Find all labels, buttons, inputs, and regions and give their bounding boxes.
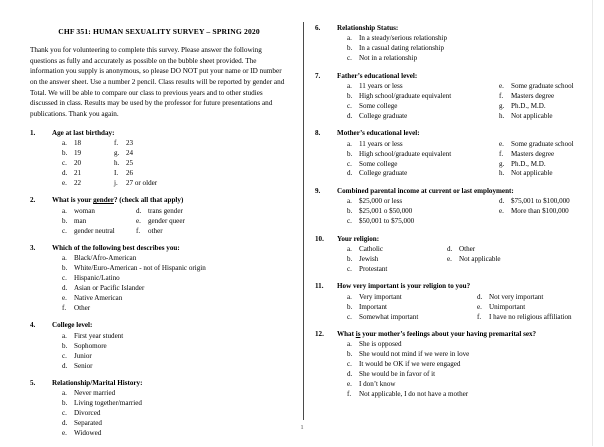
question-body (337, 72, 593, 122)
question-number: 4. (30, 321, 36, 330)
option-label: $25,001 o $50,000 (359, 207, 413, 216)
option-label: 24 (126, 149, 134, 158)
option-label: College graduate (359, 111, 408, 120)
question-body (52, 129, 288, 189)
option-letter: d. (347, 111, 353, 120)
option-letter: g. (114, 149, 120, 158)
question-body (337, 129, 593, 179)
question-text: Combined parental income at current or last employment: (337, 186, 514, 195)
option-label: Not applicable, I do not have a mother (359, 390, 469, 398)
option-item[interactable] (347, 92, 499, 102)
option-list (337, 34, 593, 64)
option-label: Junior (74, 351, 92, 360)
option-label: Divorced (74, 409, 101, 418)
question-text: Mother’s educational level: (337, 129, 420, 138)
option-item[interactable] (447, 255, 593, 265)
option-item[interactable] (62, 159, 114, 169)
option-label: 18 (74, 139, 82, 148)
option-item[interactable] (499, 92, 593, 102)
option-letter: e. (62, 294, 67, 303)
option-item[interactable] (136, 227, 288, 237)
option-letter: b. (347, 254, 353, 263)
option-item[interactable] (62, 139, 114, 149)
option-letter: b. (347, 44, 353, 53)
option-label: Ph.D., M.D. (511, 159, 546, 168)
option-label: Sophomore (74, 341, 107, 350)
option-item[interactable] (52, 264, 288, 274)
option-letter: d. (62, 419, 68, 428)
question-text: Father’s educational level: (337, 71, 418, 80)
option-letter (447, 265, 459, 275)
option-item[interactable] (477, 303, 593, 313)
option-item[interactable] (499, 150, 593, 160)
option-list (337, 245, 593, 275)
option-letter: c. (347, 264, 352, 273)
option-label: In a steady/serious relationship (359, 34, 448, 43)
question-block (30, 244, 288, 314)
question-text: Which of the following best describes you: (52, 243, 180, 252)
option-item[interactable] (52, 389, 288, 399)
option-label: I don’t know (359, 380, 396, 389)
option-letter: d. (62, 168, 68, 177)
option-letter: f. (114, 139, 119, 148)
question-block (315, 187, 593, 227)
option-item[interactable] (114, 139, 288, 149)
option-letter (499, 217, 511, 227)
option-list (337, 197, 593, 227)
question-block (30, 321, 288, 371)
option-item[interactable] (114, 169, 288, 179)
question-number: 10. (315, 234, 324, 243)
question-text-part: your mother’s feelings about your having premarital sex? (360, 329, 537, 338)
page-title: CHF 351: HUMAN SEXUALITY SURVEY – SPRING 2020 (58, 27, 260, 36)
option-letter: c. (347, 101, 352, 110)
option-item[interactable] (347, 255, 447, 265)
option-item[interactable] (62, 169, 114, 179)
option-label: Not applicable (511, 169, 553, 178)
option-item[interactable] (347, 82, 499, 92)
option-item[interactable] (347, 217, 499, 227)
option-label: She is opposed (359, 340, 402, 349)
option-letter: c. (62, 274, 67, 283)
question-block (315, 235, 593, 275)
option-label: Black/Afro-American (74, 254, 137, 263)
question-block (30, 196, 288, 236)
option-letter: a. (347, 34, 352, 43)
question-body (52, 196, 288, 236)
question-block (30, 129, 288, 189)
option-label: 19 (74, 149, 82, 158)
option-item[interactable] (347, 265, 447, 275)
right-column (305, 24, 597, 407)
option-letter: a. (62, 206, 67, 215)
option-letter: c. (347, 159, 352, 168)
option-label: Some college (359, 159, 398, 168)
option-letter: b. (62, 341, 68, 350)
option-label: 22 (74, 178, 82, 187)
option-label (459, 265, 593, 275)
option-label: White/Euro-American - not of Hispanic origin (74, 264, 206, 273)
option-item[interactable] (114, 159, 288, 169)
option-letter: b. (347, 207, 353, 216)
option-letter: a. (347, 82, 352, 91)
question-body (337, 235, 593, 275)
option-letter: h. (499, 169, 505, 178)
option-label: Not in a relationship (359, 54, 418, 63)
question-text-part: What is your (52, 196, 94, 205)
option-label: Not very important (489, 292, 544, 301)
option-letter: e. (136, 216, 141, 225)
question-text: Age at last birthday: (52, 128, 115, 137)
option-letter: e. (499, 82, 504, 91)
option-item[interactable] (347, 102, 499, 112)
option-item[interactable] (347, 293, 477, 303)
option-letter: b. (62, 216, 68, 225)
option-item[interactable] (347, 197, 499, 207)
option-label: Native American (74, 294, 123, 303)
option-letter: b. (62, 149, 68, 158)
option-label: It would be OK if we were engaged (359, 360, 461, 369)
question-body (337, 24, 593, 64)
question-number: 12. (315, 329, 324, 338)
option-item[interactable] (62, 227, 136, 237)
option-label: Not applicable (459, 254, 501, 263)
option-label: 21 (74, 168, 82, 177)
option-label: 27 or older (126, 178, 158, 187)
option-letter: a. (347, 292, 352, 301)
question-text-emphasis: is (355, 329, 361, 338)
option-item[interactable] (499, 207, 593, 217)
option-letter: a. (62, 139, 67, 148)
option-item[interactable] (447, 245, 593, 255)
question-text: Your religion: (337, 234, 380, 243)
option-list (52, 332, 288, 372)
left-column (0, 24, 298, 447)
question-body (337, 330, 593, 400)
option-item[interactable] (136, 217, 288, 227)
option-letter: f. (62, 303, 67, 312)
option-letter: f. (477, 312, 482, 321)
option-item[interactable] (347, 313, 477, 323)
option-item[interactable] (337, 390, 593, 400)
option-label: Not applicable (511, 111, 553, 120)
option-label: Protestant (359, 264, 388, 273)
option-item[interactable] (62, 179, 114, 189)
option-letter: e. (499, 139, 504, 148)
option-label: man (74, 216, 87, 225)
option-label: Living together/married (74, 399, 142, 408)
question-number: 1. (30, 128, 36, 137)
question-text: College level: (52, 321, 93, 330)
option-label: She would be in favor of it (359, 370, 436, 379)
option-label: 25 (126, 158, 134, 167)
question-number: 5. (30, 378, 36, 387)
option-item[interactable] (52, 254, 288, 264)
option-list (337, 340, 593, 400)
option-letter: c. (347, 54, 352, 63)
option-item[interactable] (499, 197, 593, 207)
question-text-part: ? (check all that apply) (113, 196, 184, 205)
option-letter: a. (62, 331, 67, 340)
option-letter: e. (62, 178, 67, 187)
option-item[interactable] (52, 294, 288, 304)
question-number: 9. (315, 186, 321, 195)
option-item[interactable] (52, 362, 288, 372)
option-item[interactable] (52, 332, 288, 342)
option-label: 20 (74, 158, 82, 167)
option-item[interactable] (337, 34, 593, 44)
option-letter: c. (62, 226, 67, 235)
question-text (337, 330, 593, 340)
option-item[interactable] (114, 179, 288, 189)
option-letter: b. (347, 149, 353, 158)
option-label: Masters degree (511, 149, 555, 158)
option-label: Never married (74, 389, 116, 398)
question-number: 2. (30, 196, 36, 205)
option-label: Some graduate school (511, 82, 574, 91)
option-item[interactable] (499, 169, 593, 179)
option-letter: h. (499, 111, 505, 120)
option-label: Widowed (74, 429, 102, 438)
option-letter: d. (499, 197, 505, 206)
option-item[interactable] (347, 140, 499, 150)
option-item[interactable] (62, 217, 136, 227)
option-item[interactable] (499, 160, 593, 170)
option-letter: f. (136, 226, 141, 235)
option-label: Important (359, 302, 387, 311)
option-label: Other (74, 303, 91, 312)
option-item[interactable] (499, 82, 593, 92)
option-item[interactable] (347, 245, 447, 255)
option-label: Ph.D., M.D. (511, 101, 546, 110)
option-letter: d. (477, 292, 483, 301)
option-item[interactable] (477, 293, 593, 303)
option-item[interactable] (499, 217, 593, 227)
option-letter: b. (62, 399, 68, 408)
option-letter: h. (114, 158, 120, 167)
option-letter: j. (114, 178, 118, 187)
option-label: Separated (74, 419, 102, 428)
option-label: gender queer (148, 216, 185, 225)
option-item[interactable] (477, 313, 593, 323)
option-item[interactable] (114, 149, 288, 159)
option-letter: d. (136, 206, 142, 215)
option-label: $75,001 to $100,000 (511, 197, 570, 206)
option-letter: a. (62, 389, 67, 398)
option-label: High school/graduate equivalent (359, 149, 452, 158)
option-letter: a. (347, 245, 352, 254)
question-body (52, 244, 288, 314)
option-item[interactable] (347, 169, 499, 179)
option-label: Other (459, 245, 476, 254)
question-number: 7. (315, 71, 321, 80)
option-letter: a. (347, 340, 352, 349)
option-item[interactable] (52, 352, 288, 362)
question-block (315, 129, 593, 179)
option-label: I have no religious affiliation (489, 312, 572, 321)
question-text: How very important is your religion to you? (337, 282, 471, 291)
option-item[interactable] (52, 304, 288, 314)
question-number: 6. (315, 24, 321, 32)
option-letter: c. (347, 312, 352, 321)
option-list (337, 140, 593, 180)
option-letter: b. (62, 264, 68, 273)
option-label: Very important (359, 292, 402, 301)
option-letter: e. (477, 302, 482, 311)
option-label: 23 (126, 139, 134, 148)
question-body (52, 321, 288, 371)
question-block (315, 24, 593, 64)
option-letter: f. (499, 92, 504, 101)
question-body (337, 187, 593, 227)
option-label (511, 217, 593, 227)
option-label: High school/graduate equivalent (359, 92, 452, 101)
option-list (52, 389, 288, 439)
option-letter: f. (347, 390, 352, 398)
option-letter: e. (347, 380, 352, 389)
option-item[interactable] (499, 112, 593, 122)
option-letter: a. (62, 254, 67, 263)
option-label: In a casual dating relationship (359, 44, 445, 53)
option-label: 11 years or less (359, 82, 403, 91)
option-label: Hispanic/Latino (74, 274, 120, 283)
option-letter: a. (347, 139, 352, 148)
option-label: trans gender (148, 206, 183, 215)
option-label: $25,000 or less (359, 197, 403, 206)
option-letter: e. (62, 429, 67, 438)
option-letter: d. (447, 245, 453, 254)
option-letter: c. (347, 217, 352, 226)
option-item[interactable] (62, 149, 114, 159)
option-letter: b. (347, 302, 353, 311)
option-list (52, 207, 288, 237)
question-text-emphasis: gender (93, 196, 114, 205)
option-label: woman (74, 206, 95, 215)
option-list (337, 293, 593, 323)
question-number: 11. (315, 282, 324, 291)
option-label: $50,001 to $75,000 (359, 217, 415, 226)
option-label: More than $100,000 (511, 207, 569, 216)
option-letter: e. (499, 207, 504, 216)
option-letter: b. (347, 350, 353, 359)
option-item[interactable] (337, 370, 593, 380)
option-label: 11 years or less (359, 139, 403, 148)
page-number: 1 (300, 424, 304, 431)
right-question-list (315, 24, 593, 400)
question-body (337, 282, 593, 322)
option-item[interactable] (62, 207, 136, 217)
option-letter: g. (499, 101, 505, 110)
question-text-part: What (337, 329, 356, 338)
option-item[interactable] (347, 160, 499, 170)
option-list (337, 82, 593, 122)
option-item[interactable] (347, 112, 499, 122)
option-label: First year student (74, 331, 124, 340)
option-label: Unimportant (489, 302, 526, 311)
option-list (52, 139, 288, 189)
option-letter: d. (62, 284, 68, 293)
option-label: 26 (126, 168, 134, 177)
option-label: Somewhat important (359, 312, 419, 321)
question-text (52, 196, 288, 206)
option-label: She would not mind if we were in love (359, 350, 470, 359)
option-item[interactable] (347, 207, 499, 217)
option-label: Catholic (359, 245, 384, 254)
option-letter: g. (499, 159, 505, 168)
option-label: other (148, 226, 163, 235)
option-item[interactable] (52, 409, 288, 419)
column-divider (303, 22, 304, 420)
question-block (315, 72, 593, 122)
option-item[interactable] (52, 284, 288, 294)
option-label: gender neutral (74, 226, 115, 235)
option-list (52, 254, 288, 314)
option-item[interactable] (347, 150, 499, 160)
question-number: 8. (315, 129, 321, 138)
question-text: Relationship/Marital History: (52, 378, 143, 387)
option-letter: c. (347, 360, 352, 369)
option-item[interactable] (52, 342, 288, 352)
question-block (315, 330, 593, 400)
left-question-list (30, 129, 288, 439)
option-label: Some college (359, 101, 398, 110)
option-letter: c. (62, 409, 67, 418)
intro-paragraph: Thank you for volunteering to complete this survey. Please answer the following questions as fully and accurately as possible on the bubble sheet provided. The information you supply is anonymous, so please DO NOT put your name or ID number on the answer sheet. Use a number 2 pencil. Class results will be reported by gender and Total. We will be able to compare our class to previous years and to other studies discussed in class. Results may be used by the professor for future presentations and publications. Thank you again. (30, 46, 285, 119)
option-label: Masters degree (511, 92, 555, 101)
option-item[interactable] (52, 399, 288, 409)
option-label: Asian or Pacific Islander (74, 284, 145, 293)
option-label: Some graduate school (511, 139, 574, 148)
option-item[interactable] (136, 207, 288, 217)
option-item[interactable] (337, 44, 593, 54)
option-letter: b. (347, 92, 353, 101)
option-letter: c. (62, 158, 67, 167)
option-label: Senior (74, 361, 93, 370)
option-item[interactable] (337, 340, 593, 350)
option-item[interactable] (499, 102, 593, 112)
option-item[interactable] (337, 360, 593, 370)
option-letter: c. (62, 351, 67, 360)
option-item[interactable] (499, 140, 593, 150)
option-letter: a. (347, 197, 352, 206)
option-label: College graduate (359, 169, 408, 178)
question-block (315, 282, 593, 322)
option-item[interactable] (337, 54, 593, 64)
option-item[interactable] (337, 380, 593, 390)
option-letter: I. (114, 168, 119, 177)
option-letter: d. (347, 370, 353, 379)
question-number: 3. (30, 243, 36, 252)
option-letter: d. (347, 169, 353, 178)
option-item[interactable] (52, 274, 288, 284)
option-label: Jewish (359, 254, 379, 263)
option-letter: e. (447, 254, 452, 263)
option-item[interactable] (447, 265, 593, 275)
question-text: Relationship Status: (337, 24, 399, 32)
option-item[interactable] (347, 303, 477, 313)
option-letter: f. (499, 149, 504, 158)
option-letter: d. (62, 361, 68, 370)
option-item[interactable] (337, 350, 593, 360)
